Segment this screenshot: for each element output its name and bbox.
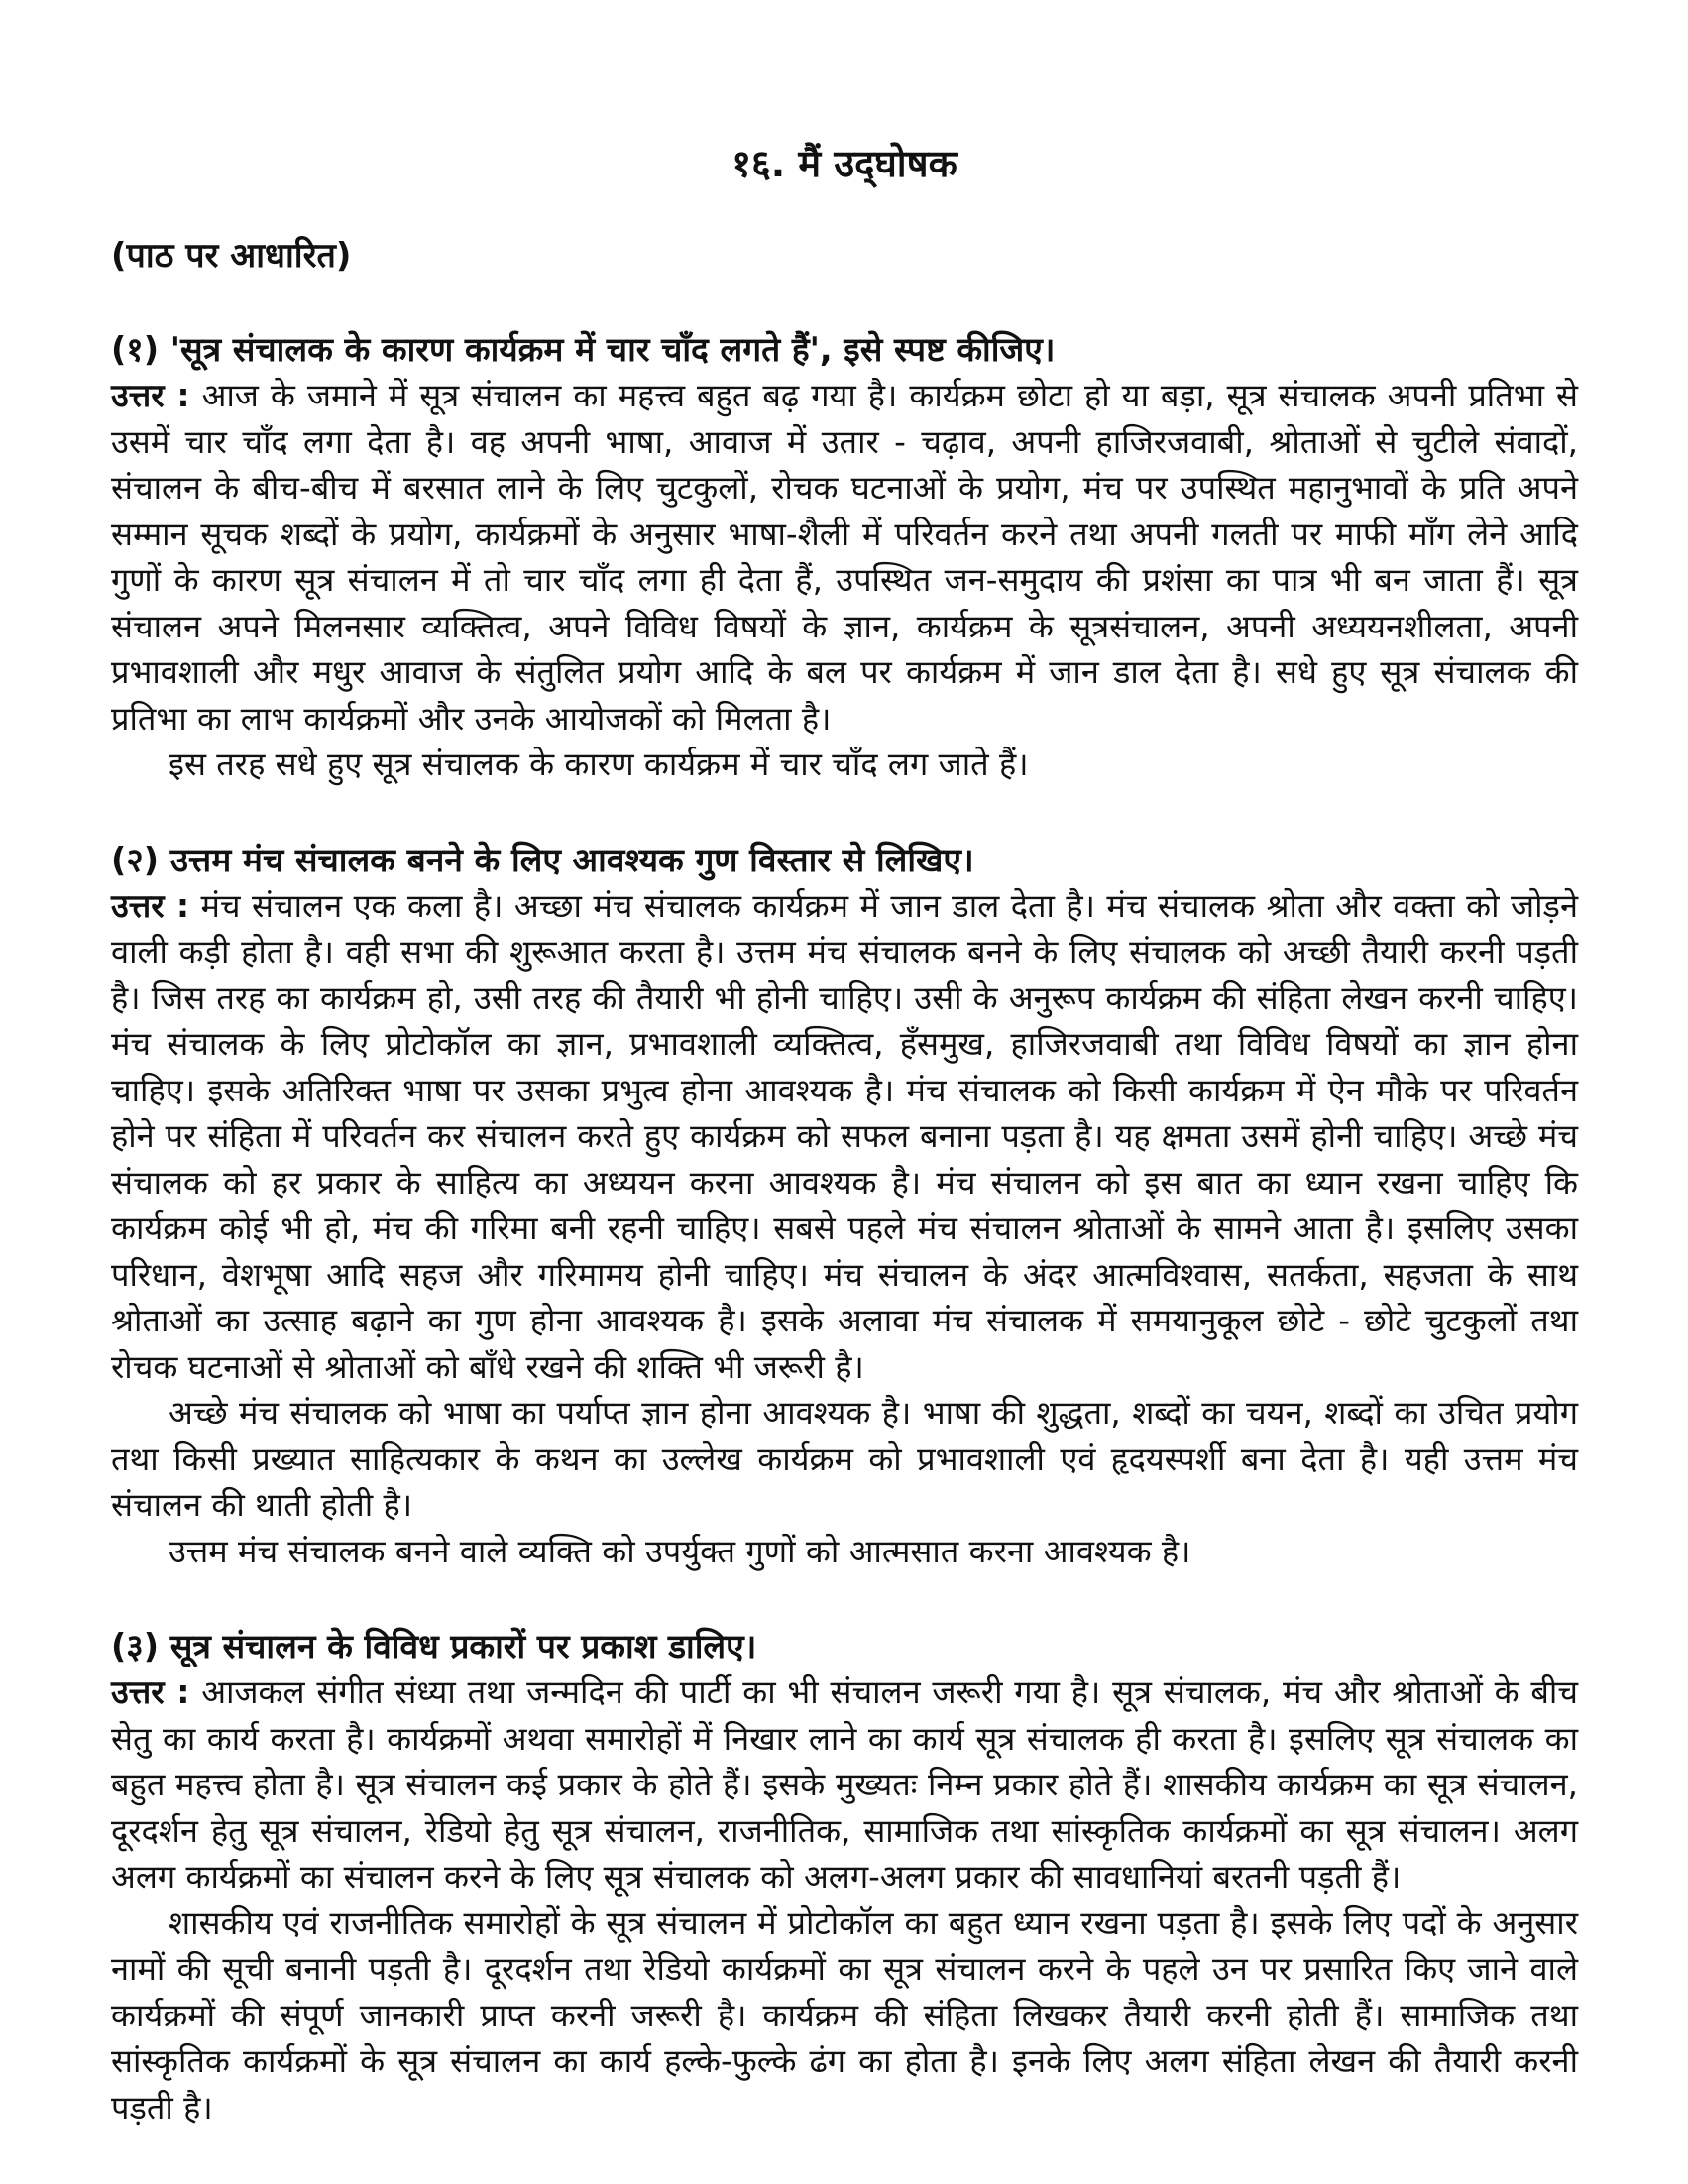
answer-1 [111, 373, 1578, 742]
question-2: (२) उत्तम मंच संचालक बनने के लिए आवश्यक गुण विस्तार से लिखिए। [111, 840, 974, 879]
question-1: (१) 'सूत्र संचालक के कारण कार्यक्रम में चार चाँद लगते हैं', इसे स्पष्ट कीजिए। [111, 330, 1056, 369]
answer-2-paragraph-2: अच्छे मंच संचालक को भाषा का पर्याप्त ज्ञान होना आवश्यक है। भाषा की शुद्धता, शब्दों का चयन, शब्दों का उचित प्रयोग तथा किसी प्रख्यात साहित्यकार के कथन का उल्लेख कार्यक्रम को प्रभावशाली एवं हृदयस्पर्शी बना देता है। यही उत्तम मंच संचालन की थाती होती है। [111, 1394, 1578, 1524]
chapter-subtitle: (पाठ पर आधारित) [111, 236, 352, 276]
document-page [111, 139, 1578, 2180]
qa-section-2 [111, 838, 1578, 1575]
answer-label: उत्तर : [111, 377, 190, 414]
answer-label: उत्तर : [111, 1673, 190, 1711]
answer-3 [111, 1669, 1578, 1900]
qa-section-3 [111, 1624, 1578, 2130]
qa-section-1 [111, 327, 1578, 788]
answer-1-text: आज के जमाने में सूत्र संचालन का महत्त्व बहुत बढ़ गया है। कार्यक्रम छोटा हो या बड़ा, सूत्र संचालक अपनी प्रतिभा से उसमें चार चाँद लगा देता है। वह अपनी भाषा, आवाज में उतार - चढ़ाव, अपनी हाजिरजवाबी, श्रोताओं से चुटीले संवादों, संचालन के बीच-बीच में बरसात लाने के लिए चुटकुलों, रोचक घटनाओं के प्रयोग, मंच पर उपस्थित महानुभावों के प्रति अपने सम्मान सूचक शब्दों के प्रयोग, कार्यक्रमों के अनुसार भाषा-शैली में परिवर्तन करने तथा अपनी गलती पर माफी माँग लेने आदि गुणों के कारण सूत्र संचालन में तो चार चाँद लगा ही देता हैं, उपस्थित जन-समुदाय की प्रशंसा का पात्र भी बन जाता हैं। सूत्र संचालन अपने मिलनसार व्यक्तित्व, अपने विविध विषयों के ज्ञान, कार्यक्रम के सूत्रसंचालन, अपनी अध्ययनशीलता, अपनी प्रभावशाली और मधुर आवाज के संतुलित प्रयोग आदि के बल पर कार्यक्रम में जान डाल देता है। सधे हुए सूत्र संचालक की प्रतिभा का लाभ कार्यक्रमों और उनके आयोजकों को मिलता है। [111, 377, 1578, 738]
answer-3-paragraph-2: शासकीय एवं राजनीतिक समारोहों के सूत्र संचालन में प्रोटोकॉल का बहुत ध्यान रखना पड़ता है। इसके लिए पदों के अनुसार नामों की सूची बनानी पड़ती है। दूरदर्शन तथा रेडियो कार्यक्रमों का सूत्र संचालन करने के पहले उन पर प्रसारित किए जाने वाले कार्यक्रमों की संपूर्ण जानकारी प्राप्त करनी जरूरी है। कार्यक्रम की संहिता लिखकर तैयारी करनी होती हैं। सामाजिक तथा सांस्कृतिक कार्यक्रमों के सूत्र संचालन का कार्य हल्के-फुल्के ढंग का होता है। इनके लिए अलग संहिता लेखन की तैयारी करनी पड़ती है। [111, 1903, 1578, 2127]
chapter-title: १६. मैं उद्‌घोषक [731, 142, 957, 185]
answer-3-text: आजकल संगीत संध्या तथा जन्मदिन की पार्टी का भी संचालन जरूरी गया है। सूत्र संचालक, मंच और श्रोताओं के बीच सेतु का कार्य करता है। कार्यक्रमों अथवा समारोहों में निखार लाने का कार्य सूत्र संचालक ही करता है। इसलिए सूत्र संचालक का बहुत महत्त्व होता है। सूत्र संचालन कई प्रकार के होते हैं। इसके मुख्यतः निम्न प्रकार होते हैं। शासकीय कार्यक्रम का सूत्र संचालन, दूरदर्शन हेतु सूत्र संचालन, रेडियो हेतु सूत्र संचालन, राजनीतिक, सामाजिक तथा सांस्कृतिक कार्यक्रमों का सूत्र संचालन। अलग अलग कार्यक्रमों का संचालन करने के लिए सूत्र संचालक को अलग-अलग प्रकार की सावधानियां बरतनी पड़ती हैं। [111, 1673, 1578, 1896]
answer-1-paragraph-2: इस तरह सधे हुए सूत्र संचालक के कारण कार्यक्रम में चार चाँद लग जाते हैं। [169, 746, 1029, 783]
answer-2-paragraph-3: उत्तम मंच संचालक बनने वाले व्यक्ति को उपर्युक्त गुणों को आत्मसात करना आवश्यक है। [169, 1532, 1191, 1570]
answer-2-text: मंच संचालन एक कला है। अच्छा मंच संचालक कार्यक्रम में जान डाल देता है। मंच संचालक श्रोता और वक्ता को जोड़ने वाली कड़ी होता है। वही सभा की शुरूआत करता है। उत्तम मंच संचालक बनने के लिए संचालक को अच्छी तैयारी करनी पड़ती है। जिस तरह का कार्यक्रम हो, उसी तरह की तैयारी भी होनी चाहिए। उसी के अनुरूप कार्यक्रम की संहिता लेखन करनी चाहिए। मंच संचालक के लिए प्रोटोकॉल का ज्ञान, प्रभावशाली व्यक्तित्व, हँसमुख, हाजिरजवाबी तथा विविध विषयों का ज्ञान होना चाहिए। इसके अतिरिक्त भाषा पर उसका प्रभुत्व होना आवश्यक है। मंच संचालक को किसी कार्यक्रम में ऐन मौके पर परिवर्तन होने पर संहिता में परिवर्तन कर संचालन करते हुए कार्यक्रम को सफल बनाना पड़ता है। यह क्षमता उसमें होनी चाहिए। अच्छे मंच संचालक को हर प्रकार के साहित्य का अध्ययन करना आवश्यक है। मंच संचालन को इस बात का ध्यान रखना चाहिए कि कार्यक्रम कोई भी हो, मंच की गरिमा बनी रहनी चाहिए। सबसे पहले मंच संचालन श्रोताओं के सामने आता है। इसलिए उसका परिधान, वेशभूषा आदि सहज और गरिमामय होनी चाहिए। मंच संचालन के अंदर आत्मविश्वास, सतर्कता, सहजता के साथ श्रोताओं का उत्साह बढ़ाने का गुण होना आवश्यक है। इसके अलावा मंच संचालक में समयानुकूल छोटे - छोटे चुटकुलों तथा रोचक घटनाओं से श्रोताओं को बाँधे रखने की शक्ति भी जरूरी है। [111, 886, 1578, 1386]
answer-2 [111, 883, 1578, 1391]
answer-label: उत्तर : [111, 886, 190, 925]
question-3: (३) सूत्र संचालन के विविध प्रकारों पर प्रकाश डालिए। [111, 1627, 757, 1666]
